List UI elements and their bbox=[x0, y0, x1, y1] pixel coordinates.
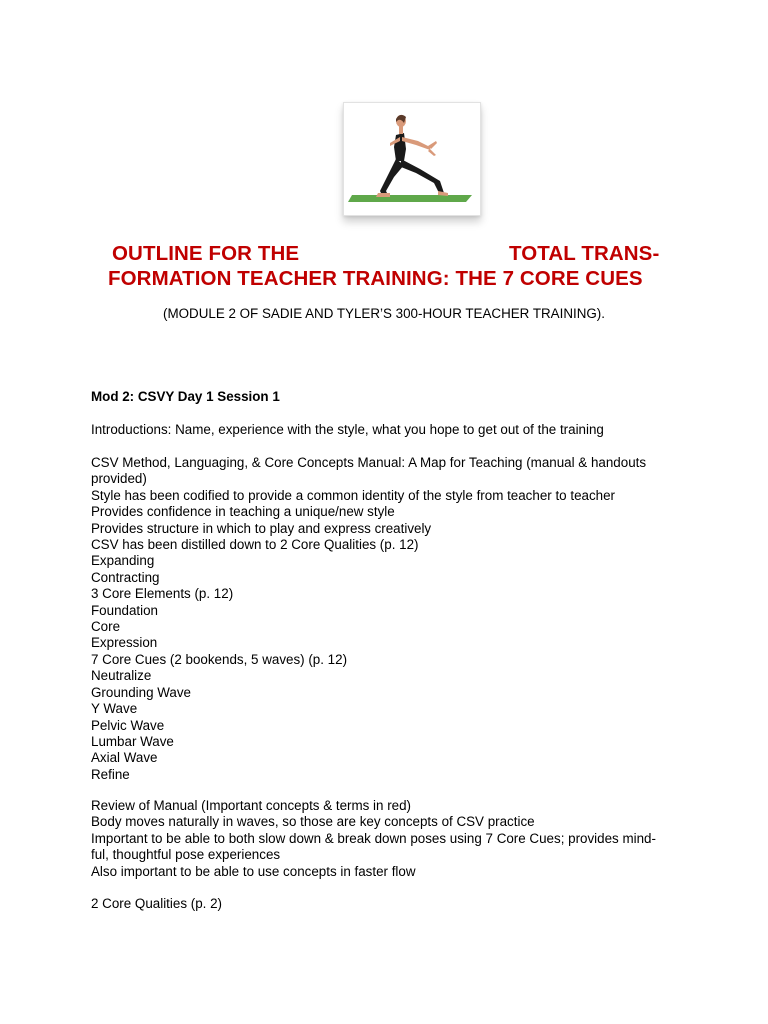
list-item: CSV has been distilled down to 2 Core Qualities (p. 12) bbox=[91, 537, 419, 553]
list-item: Pelvic Wave bbox=[91, 717, 165, 733]
yoga-warrior-pose-icon bbox=[344, 103, 480, 215]
list-item: Core bbox=[91, 619, 121, 635]
document-subtitle: (MODULE 2 OF SADIE AND TYLER’S 300-HOUR TEACHER TRAINING). bbox=[163, 306, 605, 321]
list-item: Body moves naturally in waves, so those are key concepts of CSV practice bbox=[91, 814, 535, 830]
list-item: Expression bbox=[91, 635, 158, 651]
list-item: Also important to be able to use concepts in faster flow bbox=[91, 863, 416, 879]
list-item: Review of Manual (Important concepts & terms in red) bbox=[91, 798, 412, 813]
list-item: Contracting bbox=[91, 569, 160, 585]
list-item: Neutralize bbox=[91, 668, 152, 684]
document-title-line1-right: TOTAL TRANS- bbox=[509, 242, 660, 265]
manual-outline-list bbox=[91, 455, 681, 783]
document-title-line1-left: OUTLINE FOR THE bbox=[112, 242, 300, 265]
list-item: 2 Core Qualities (p. 2) bbox=[91, 896, 222, 911]
intro-paragraph: Introductions: Name, experience with the style, what you hope to get out of the training bbox=[91, 422, 604, 437]
core-qualities-list bbox=[91, 896, 681, 912]
list-item: Foundation bbox=[91, 602, 159, 618]
list-item: Lumbar Wave bbox=[91, 733, 174, 749]
list-item: Y Wave bbox=[91, 701, 138, 717]
list-item: 7 Core Cues (2 bookends, 5 waves) (p. 12) bbox=[91, 651, 348, 667]
list-item: Provides structure in which to play and express creatively bbox=[91, 520, 432, 536]
list-item: CSV Method, Languaging, & Core Concepts Manual: A Map for Teaching (manual & handouts bbox=[91, 455, 647, 470]
document-title-line2: FORMATION TEACHER TRAINING: THE 7 CORE CUES bbox=[108, 267, 643, 290]
list-item: Important to be able to both slow down & break down poses using 7 Core Cues; provides mind- bbox=[91, 830, 656, 846]
section-heading: Mod 2: CSVY Day 1 Session 1 bbox=[91, 389, 280, 404]
list-item: Expanding bbox=[91, 553, 155, 569]
list-item: Refine bbox=[91, 766, 130, 782]
manual-review-list bbox=[91, 798, 681, 880]
list-item: Grounding Wave bbox=[91, 684, 191, 700]
list-item: Provides confidence in teaching a unique/new style bbox=[91, 504, 395, 520]
list-item: provided) bbox=[91, 471, 147, 487]
list-item: 3 Core Elements (p. 12) bbox=[91, 586, 234, 602]
list-item: Style has been codified to provide a common identity of the style from teacher to teacher bbox=[91, 487, 616, 503]
list-item: Axial Wave bbox=[91, 750, 158, 766]
list-item: ful, thoughtful pose experiences bbox=[91, 847, 281, 863]
yoga-pose-photo bbox=[343, 102, 481, 216]
